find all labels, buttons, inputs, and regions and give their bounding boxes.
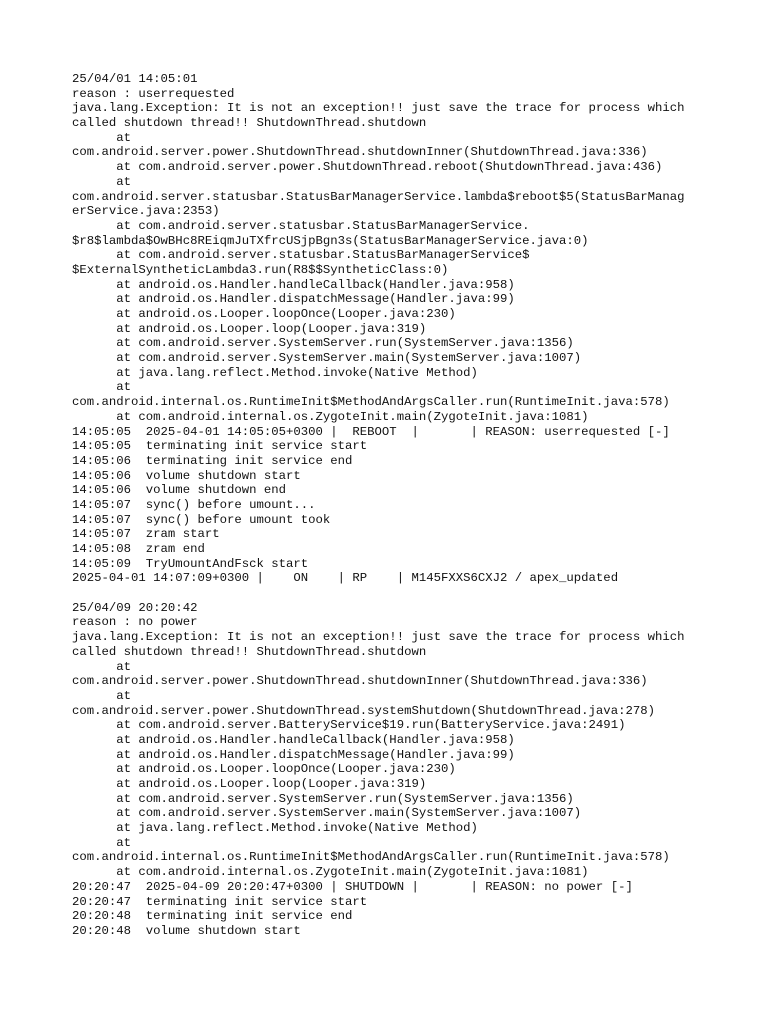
log-line: 14:05:07 sync() before umount... — [72, 497, 316, 512]
log-line: com.android.internal.os.RuntimeInit$MethodAndArgsCaller.run(RuntimeInit.java:578) — [72, 850, 670, 865]
log-line: at — [72, 659, 132, 674]
log-line: at com.android.server.statusbar.StatusBarManagerService. — [72, 218, 530, 233]
log-line: $r8$lambda$OwBHc8REiqmJuTXfrcUSjpBgn3s(StatusBarManagerService.java:0) — [72, 233, 589, 248]
log-line: at com.android.server.BatteryService$19.run(BatteryService.java:2491) — [72, 718, 626, 733]
log-line: at — [72, 688, 132, 703]
blank-line — [72, 586, 712, 601]
log-line: java.lang.Exception: It is not an exception!! just save the trace for process which — [72, 101, 685, 116]
log-line: 14:05:05 2025-04-01 14:05:05+0300 | REBOOT | | REASON: userrequested [-] — [72, 424, 670, 439]
log-line: 2025-04-01 14:07:09+0300 | ON | RP | M145FXXS6CXJ2 / apex_updated — [72, 571, 619, 586]
log-line: at com.android.server.SystemServer.main(SystemServer.java:1007) — [72, 806, 582, 821]
log-line: 20:20:48 terminating init service end — [72, 909, 353, 924]
log-line: 14:05:08 zram end — [72, 542, 205, 556]
log-line: at — [72, 174, 132, 189]
log-line: com.android.server.statusbar.StatusBarManagerService.lambda$reboot$5(StatusBarManag — [72, 189, 685, 204]
log-line: at — [72, 380, 132, 395]
log-line: 20:20:47 2025-04-09 20:20:47+0300 | SHUTDOWN | | REASON: no power [-] — [72, 879, 633, 894]
log-line: 20:20:48 volume shutdown start — [72, 923, 301, 938]
log-line: erService.java:2353) — [72, 204, 220, 219]
log-line: at com.android.server.statusbar.StatusBarManagerService$ — [72, 248, 530, 263]
log-line: 14:05:09 TryUmountAndFsck start — [72, 556, 309, 571]
log-line: at android.os.Looper.loopOnce(Looper.java:230) — [72, 762, 456, 777]
log-line: at com.android.server.power.ShutdownThread.reboot(ShutdownThread.java:436) — [72, 160, 663, 175]
log-line: at — [72, 835, 132, 850]
log-line: 14:05:06 volume shutdown end — [72, 483, 287, 498]
log-line: at java.lang.reflect.Method.invoke(Native Method) — [72, 821, 478, 836]
log-line: 14:05:06 terminating init service end — [72, 453, 353, 468]
log-line: com.android.server.power.ShutdownThread.shutdownInner(ShutdownThread.java:336) — [72, 674, 648, 689]
log-line: 14:05:07 sync() before umount took — [72, 512, 331, 527]
log-line: com.android.server.power.ShutdownThread.shutdownInner(ShutdownThread.java:336) — [72, 145, 648, 160]
log-line: 14:05:05 terminating init service start — [72, 439, 368, 454]
log-line: reason : no power — [72, 615, 198, 630]
log-document-page — [72, 72, 712, 952]
log-line: at com.android.server.SystemServer.main(SystemServer.java:1007) — [72, 351, 582, 366]
log-line: com.android.internal.os.RuntimeInit$MethodAndArgsCaller.run(RuntimeInit.java:578) — [72, 395, 670, 410]
log-line: com.android.server.power.ShutdownThread.systemShutdown(ShutdownThread.java:278) — [72, 703, 655, 718]
log-line: called shutdown thread!! ShutdownThread.shutdown — [72, 116, 427, 131]
log-line: at android.os.Handler.dispatchMessage(Handler.java:99) — [72, 747, 515, 762]
log-body — [72, 72, 712, 939]
log-line: at — [72, 130, 132, 145]
log-line: at android.os.Handler.dispatchMessage(Handler.java:99) — [72, 292, 515, 307]
log-line: 20:20:47 terminating init service start — [72, 894, 368, 909]
log-line: 14:05:06 volume shutdown start — [72, 468, 301, 483]
log-line: at android.os.Looper.loopOnce(Looper.java:230) — [72, 307, 456, 321]
log-line: reason : userrequested — [72, 86, 235, 101]
log-line: 25/04/09 20:20:42 — [72, 600, 198, 615]
log-line: called shutdown thread!! ShutdownThread.shutdown — [72, 644, 427, 659]
log-line: java.lang.Exception: It is not an exception!! just save the trace for process which — [72, 630, 685, 645]
log-line: at android.os.Looper.loop(Looper.java:319) — [72, 777, 427, 791]
log-line: at java.lang.reflect.Method.invoke(Native Method) — [72, 365, 478, 380]
log-line: at com.android.server.SystemServer.run(SystemServer.java:1356) — [72, 791, 574, 806]
log-line: 25/04/01 14:05:01 — [72, 72, 198, 86]
log-line: 14:05:07 zram start — [72, 527, 220, 542]
log-line: at com.android.internal.os.ZygoteInit.main(ZygoteInit.java:1081) — [72, 409, 589, 424]
log-line: at com.android.internal.os.ZygoteInit.main(ZygoteInit.java:1081) — [72, 865, 589, 880]
log-line: at android.os.Handler.handleCallback(Handler.java:958) — [72, 732, 515, 747]
log-line: $ExternalSyntheticLambda3.run(R8$$SyntheticClass:0) — [72, 262, 449, 277]
log-line: at com.android.server.SystemServer.run(SystemServer.java:1356) — [72, 336, 574, 351]
log-line: at android.os.Handler.handleCallback(Handler.java:958) — [72, 277, 515, 292]
log-line: at android.os.Looper.loop(Looper.java:319) — [72, 321, 427, 336]
